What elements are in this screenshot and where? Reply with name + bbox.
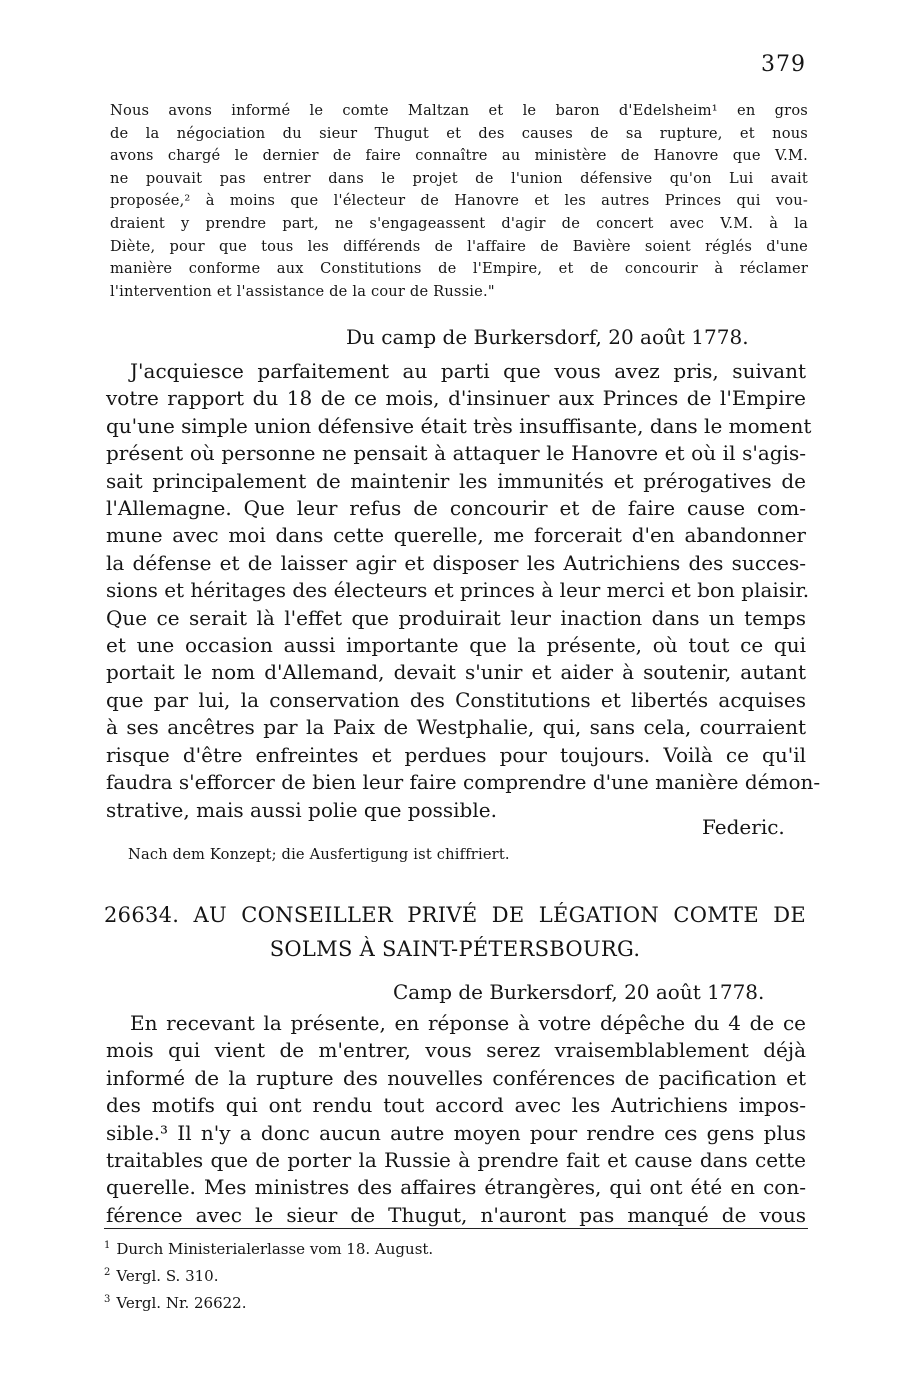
text-line: mune avec moi dans cette querelle, me forcerait d'en abandonner [106, 523, 806, 548]
text-line: strative, mais aussi polie que possible. [106, 797, 497, 822]
text-line: férence avec le sieur de Thugut, n'auront pas manqué de vous [106, 1202, 806, 1227]
text-line: présent où personne ne pensait à attaquer le Hanovre et où il s'agis- [106, 441, 806, 466]
text-line: que par lui, la conservation des Constitutions et libertés acquises [106, 687, 806, 712]
text-line: sible.³ Il n'y a donc aucun autre moyen pour rendre ces gens plus [106, 1120, 806, 1145]
text-line: votre rapport du 18 de ce mois, d'insinuer aux Princes de l'Empire [106, 386, 806, 411]
footnote-text: Durch Ministerialerlasse vom 18. August. [116, 1240, 434, 1258]
footnote [104, 1288, 704, 1315]
text-line: querelle. Mes ministres des affaires étrangères, qui ont été en con- [106, 1175, 806, 1200]
footnote-divider [104, 1228, 808, 1229]
text-line: sions et héritages des électeurs et princes à leur merci et bon plaisir. [106, 578, 810, 603]
text-line: traitables que de porter la Russie à prendre fait et cause dans cette [106, 1148, 806, 1173]
text-line: faudra s'efforcer de bien leur faire comprendre d'une manière démon- [106, 770, 821, 795]
footnote [104, 1261, 704, 1288]
footnote-text: Vergl. Nr. 26622. [116, 1294, 247, 1312]
letter-body-paragraph [106, 1010, 806, 1229]
heading-line: SOLMS À SAINT-PÉTERSBOURG. [269, 937, 641, 961]
footnote-text: Vergl. S. 310. [116, 1267, 219, 1285]
text-line: la défense et de laisser agir et disposer les Autrichiens des succes- [106, 550, 806, 575]
dateline: Camp de Burkersdorf, 20 août 1778. [393, 980, 765, 1004]
text-line: et une occasion aussi importante que la présente, où tout ce qui [106, 633, 806, 658]
text-line: des motifs qui ont rendu tout accord avec les Autrichiens impos- [106, 1093, 806, 1118]
heading-line: 26634. AU CONSEILLER PRIVÉ DE LÉGATION COMTE DE [104, 903, 806, 927]
text-line: Nous avons informé le comte Maltzan et le baron d'Edelsheim¹ en gros [110, 102, 808, 119]
text-line: à ses ancêtres par la Paix de Westphalie, qui, sans cela, courraient [106, 715, 806, 740]
text-line: Que ce serait là l'effet que produirait leur inaction dans un temps [106, 605, 806, 630]
footnote-mark: 3 [104, 1294, 111, 1305]
text-line: draient y prendre part, ne s'engageassent d'agir de concert avec V.M. à la [110, 214, 808, 232]
letter-body-paragraph [106, 358, 821, 824]
text-line: l'intervention et l'assistance de la cour de Russie." [110, 282, 495, 300]
footnote-mark: 1 [104, 1240, 111, 1251]
text-line: mois qui vient de m'entrer, vous serez vraisemblablement déjà [106, 1038, 806, 1063]
text-line: J'acquiesce parfaitement au parti que vous avez pris, suivant [130, 359, 806, 383]
text-line: En recevant la présente, en réponse à votre dépêche du 4 de ce [130, 1011, 806, 1035]
footnotes [104, 1234, 704, 1315]
text-line: risque d'être enfreintes et perdues pour toujours. Voilà ce qu'il [106, 742, 806, 767]
source-note: Nach dem Konzept; die Ausfertigung ist chiffriert. [128, 846, 510, 863]
footnote [104, 1234, 704, 1261]
text-line: l'Allemagne. Que leur refus de concourir et de faire cause com- [106, 496, 806, 521]
text-line: avons chargé le dernier de faire connaître au ministère de Hanovre que V.M. [110, 147, 808, 165]
dateline: Du camp de Burkersdorf, 20 août 1778. [346, 325, 749, 349]
text-line: sait principalement de maintenir les immunités et prérogatives de [106, 468, 806, 493]
signature: Federic. [702, 815, 785, 839]
text-line: proposée,² à moins que l'électeur de Hanovre et les autres Princes qui vou- [110, 192, 808, 210]
page-number: 379 [761, 52, 806, 77]
text-line: qu'une simple union défensive était très insuffisante, dans le moment [106, 413, 812, 438]
text-line: de la négociation du sieur Thugut et des causes de sa rupture, et nous [110, 124, 808, 142]
letter-heading [104, 898, 806, 966]
text-line: ne pouvait pas entrer dans le projet de l'union défensive qu'on Lui avait [110, 169, 808, 187]
footnote-mark: 2 [104, 1267, 111, 1278]
quoted-report-paragraph [110, 100, 808, 303]
text-line: portait le nom d'Allemand, devait s'unir et aider à soutenir, autant [106, 660, 806, 685]
text-line: informé de la rupture des nouvelles conférences de pacification et [106, 1065, 806, 1090]
text-line: Diète, pour que tous les différends de l'affaire de Bavière soient réglés d'une [110, 237, 808, 255]
text-line: manière conforme aux Constitutions de l'Empire, et de concourir à réclamer [110, 260, 808, 278]
